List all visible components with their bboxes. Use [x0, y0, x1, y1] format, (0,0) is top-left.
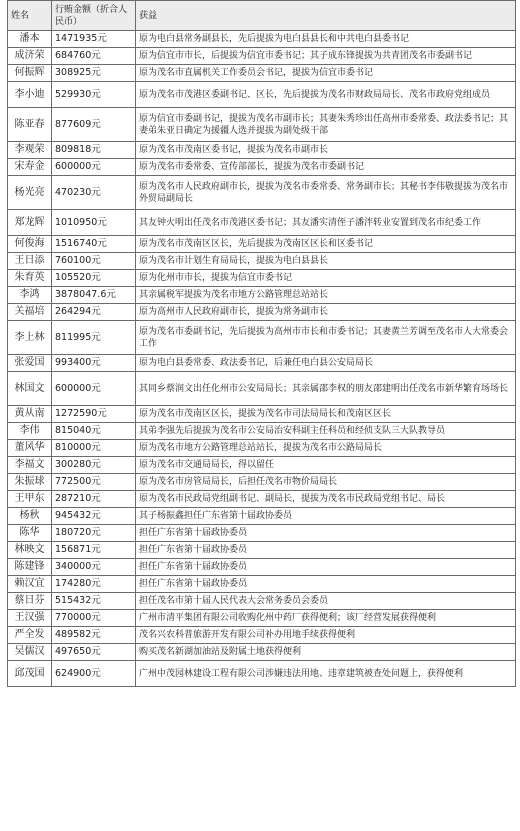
gain-cell: 广州中茂园林建设工程有限公司涉嫌违法用地、违章建筑被查处问题上，获得便利	[136, 661, 516, 687]
gain-cell: 原为化州市市长，提拔为信宜市委书记	[136, 270, 516, 287]
amount-cell: 300280元	[52, 457, 136, 474]
name-cell: 林国文	[8, 372, 52, 406]
gain-cell: 茂名兴农科普旅游开发有限公司补办用地手续获得便利	[136, 627, 516, 644]
gain-cell: 原为电白县常务副县长，先后提拔为电白县县长和中共电白县委书记	[136, 31, 516, 48]
name-cell: 严全发	[8, 627, 52, 644]
table-row	[8, 270, 516, 287]
gain-cell: 其同乡蔡润文出任化州市公安局局长；其亲属邵李权的朋友邵建明出任茂名市新华繁育场场长	[136, 372, 516, 406]
gain-cell: 原为茂名市地方公路管理总站站长，提拔为茂名市公路局局长	[136, 440, 516, 457]
gain-cell: 其友钟火明出任茂名市茂港区委书记；其友潘实清侄子潘泮转业安置到茂名市纪委工作	[136, 210, 516, 236]
bribery-table	[7, 0, 516, 687]
amount-cell: 3878047.6元	[52, 287, 136, 304]
name-cell: 李小迪	[8, 82, 52, 108]
gain-cell: 其子杨振鑫担任广东省第十届政协委员	[136, 508, 516, 525]
table-row	[8, 142, 516, 159]
table-row	[8, 542, 516, 559]
amount-cell: 287210元	[52, 491, 136, 508]
gain-cell: 原为茂名市计划生育局局长，提拔为电白县县长	[136, 253, 516, 270]
name-cell: 关福培	[8, 304, 52, 321]
amount-cell: 489582元	[52, 627, 136, 644]
gain-cell: 原为茂名市房管局局长，后担任茂名市物价局局长	[136, 474, 516, 491]
gain-cell: 其弟李强先后提拔为茂名市公安局治安科副主任科员和经侦支队三大队教导员	[136, 423, 516, 440]
table-row	[8, 525, 516, 542]
amount-cell: 1516740元	[52, 236, 136, 253]
table-row	[8, 644, 516, 661]
name-cell: 宋寿金	[8, 159, 52, 176]
table-header	[8, 1, 516, 31]
amount-cell: 810000元	[52, 440, 136, 457]
amount-cell: 470230元	[52, 176, 136, 210]
name-cell: 李伟	[8, 423, 52, 440]
name-cell: 李鸿	[8, 287, 52, 304]
table-row	[8, 610, 516, 627]
header-row	[8, 1, 516, 31]
table-row	[8, 406, 516, 423]
gain-cell: 原为茂名市民政局党组副书记、副局长，提拔为茂名市民政局党组书记、局长	[136, 491, 516, 508]
gain-cell: 购买茂名新湖加油站及附属土地获得便利	[136, 644, 516, 661]
gain-cell: 担任广东省第十届政协委员	[136, 559, 516, 576]
header-amount: 行贿金额（折合人民币）	[52, 1, 136, 31]
gain-cell: 原为茂名市委副书记，先后提拔为高州市市长和市委书记；其妻黄兰芳调至茂名市人大常委会工作	[136, 321, 516, 355]
gain-cell: 原为茂名市茂南区委书记，提拔为茂名市副市长	[136, 142, 516, 159]
gain-cell: 广州市清平集团有限公司收购化州中药厂获得便利；该厂经营发展获得便利	[136, 610, 516, 627]
name-cell: 何俊海	[8, 236, 52, 253]
amount-cell: 264294元	[52, 304, 136, 321]
amount-cell: 815040元	[52, 423, 136, 440]
name-cell: 赖汉宜	[8, 576, 52, 593]
gain-cell: 担任广东省第十届政协委员	[136, 542, 516, 559]
gain-cell: 其亲属税军提拔为茂名市地方公路管理总站站长	[136, 287, 516, 304]
amount-cell: 945432元	[52, 508, 136, 525]
gain-cell: 担任广东省第十届政协委员	[136, 576, 516, 593]
amount-cell: 624900元	[52, 661, 136, 687]
amount-cell: 515432元	[52, 593, 136, 610]
gain-cell: 原为茂名市茂南区区长，提拔为茂名市司法局局长和茂南区区长	[136, 406, 516, 423]
table-row	[8, 576, 516, 593]
name-cell: 陈建锋	[8, 559, 52, 576]
table-row	[8, 236, 516, 253]
table-row	[8, 82, 516, 108]
gain-cell: 原为信宜市委副书记，提拔为茂名市副市长；其妻朱秀珍出任高州市委常委、政法委书记；其妻弟朱亚日确定为援疆人选并提拔为副处级干部	[136, 108, 516, 142]
table-row	[8, 593, 516, 610]
table-row	[8, 372, 516, 406]
table-row	[8, 661, 516, 687]
amount-cell: 308925元	[52, 65, 136, 82]
amount-cell: 993400元	[52, 355, 136, 372]
amount-cell: 340000元	[52, 559, 136, 576]
name-cell: 李观荣	[8, 142, 52, 159]
amount-cell: 811995元	[52, 321, 136, 355]
table-row	[8, 440, 516, 457]
amount-cell: 600000元	[52, 159, 136, 176]
name-cell: 吴儒汉	[8, 644, 52, 661]
name-cell: 朱育英	[8, 270, 52, 287]
name-cell: 郑龙辉	[8, 210, 52, 236]
table-row	[8, 65, 516, 82]
table-row	[8, 355, 516, 372]
gain-cell: 原为茂名市人民政府副市长，提拔为茂名市委常委、常务副市长；其秘书李伟敬提拔为茂名市外贸局副局长	[136, 176, 516, 210]
gain-cell: 原为茂名市交通局局长，得以留任	[136, 457, 516, 474]
name-cell: 邱茂国	[8, 661, 52, 687]
table-row	[8, 108, 516, 142]
name-cell: 杨光亮	[8, 176, 52, 210]
name-cell: 潘本	[8, 31, 52, 48]
name-cell: 何振辉	[8, 65, 52, 82]
amount-cell: 174280元	[52, 576, 136, 593]
name-cell: 陈华	[8, 525, 52, 542]
name-cell: 林映文	[8, 542, 52, 559]
gain-cell: 原为信宜市市长，后提拔为信宜市委书记；其子成东锋提拔为共青团茂名市委副书记	[136, 48, 516, 65]
name-cell: 王甲东	[8, 491, 52, 508]
amount-cell: 1010950元	[52, 210, 136, 236]
amount-cell: 760100元	[52, 253, 136, 270]
gain-cell: 原为茂名市茂港区委副书记、区长，先后提拔为茂名市财政局局长、茂名市政府党组成员	[136, 82, 516, 108]
amount-cell: 1471935元	[52, 31, 136, 48]
gain-cell: 原为电白县委常委、政法委书记，后兼任电白县公安局局长	[136, 355, 516, 372]
bribery-table-container	[7, 0, 515, 687]
amount-cell: 105520元	[52, 270, 136, 287]
table-row	[8, 31, 516, 48]
name-cell: 杨秋	[8, 508, 52, 525]
name-cell: 成济荣	[8, 48, 52, 65]
table-row	[8, 491, 516, 508]
table-row	[8, 627, 516, 644]
amount-cell: 529930元	[52, 82, 136, 108]
gain-cell: 原为茂名市茂南区区长，先后提拔为茂南区区长和区委书记	[136, 236, 516, 253]
amount-cell: 180720元	[52, 525, 136, 542]
table-row	[8, 176, 516, 210]
amount-cell: 497650元	[52, 644, 136, 661]
name-cell: 陈亚春	[8, 108, 52, 142]
table-row	[8, 287, 516, 304]
table-row	[8, 321, 516, 355]
gain-cell: 担任茂名市第十届人民代表大会常务委员会委员	[136, 593, 516, 610]
name-cell: 李上林	[8, 321, 52, 355]
table-row	[8, 474, 516, 491]
name-cell: 蔡日芬	[8, 593, 52, 610]
table-row	[8, 48, 516, 65]
table-row	[8, 210, 516, 236]
gain-cell: 原为茂名市委常委、宣传部部长，提拔为茂名市委副书记	[136, 159, 516, 176]
amount-cell: 770000元	[52, 610, 136, 627]
gain-cell: 担任广东省第十届政协委员	[136, 525, 516, 542]
header-gain: 获益	[136, 1, 516, 31]
name-cell: 王日添	[8, 253, 52, 270]
table-row	[8, 159, 516, 176]
amount-cell: 809818元	[52, 142, 136, 159]
header-name: 姓名	[8, 1, 52, 31]
table-row	[8, 457, 516, 474]
amount-cell: 684760元	[52, 48, 136, 65]
table-row	[8, 423, 516, 440]
name-cell: 李福文	[8, 457, 52, 474]
gain-cell: 原为高州市人民政府副市长，提拔为常务副市长	[136, 304, 516, 321]
table-row	[8, 559, 516, 576]
table-row	[8, 304, 516, 321]
table-row	[8, 508, 516, 525]
amount-cell: 877609元	[52, 108, 136, 142]
gain-cell: 原为茂名市直属机关工作委员会书记，提拔为信宜市委书记	[136, 65, 516, 82]
name-cell: 黄从南	[8, 406, 52, 423]
table-row	[8, 253, 516, 270]
name-cell: 董风华	[8, 440, 52, 457]
name-cell: 王汉强	[8, 610, 52, 627]
amount-cell: 772500元	[52, 474, 136, 491]
amount-cell: 600000元	[52, 372, 136, 406]
amount-cell: 1272590元	[52, 406, 136, 423]
table-body	[8, 31, 516, 687]
amount-cell: 156871元	[52, 542, 136, 559]
name-cell: 张爱国	[8, 355, 52, 372]
name-cell: 朱振球	[8, 474, 52, 491]
